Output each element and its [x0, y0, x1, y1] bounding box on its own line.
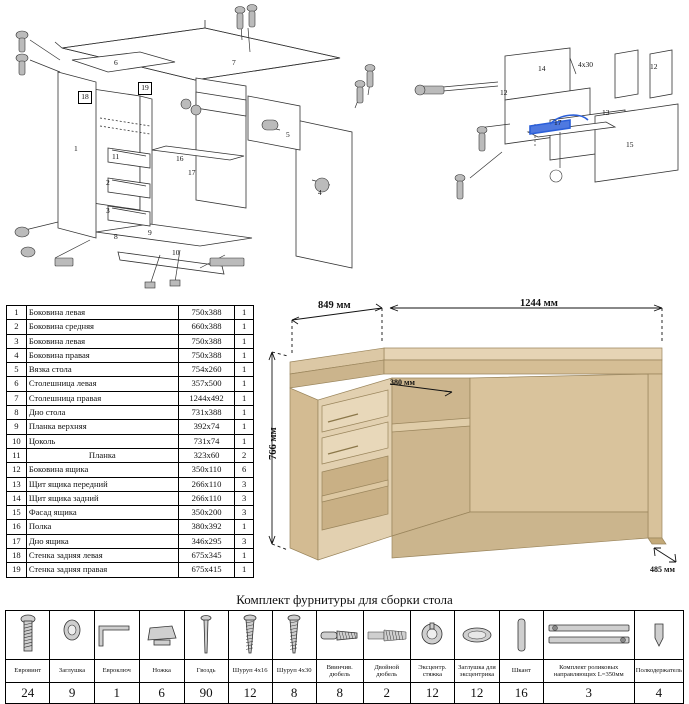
hardware-name: Двойной дюбель — [363, 660, 410, 683]
part-name: Столешница правая — [26, 391, 178, 405]
part-number: 6 — [7, 377, 27, 391]
dowel-icon — [499, 611, 543, 660]
nail-icon — [184, 611, 228, 660]
part-name: Полка — [26, 520, 178, 534]
part-name: Боковина правая — [26, 348, 178, 362]
table-row — [7, 320, 254, 334]
dim-width-left: 849 мм — [318, 300, 351, 311]
table-row — [7, 348, 254, 362]
callout-r14: 14 — [538, 64, 546, 73]
part-number: 4 — [7, 348, 27, 362]
part-number: 5 — [7, 363, 27, 377]
callout-r30: 4x30 — [578, 60, 593, 69]
part-number: 15 — [7, 506, 27, 520]
part-number: 12 — [7, 463, 27, 477]
part-qty: 3 — [235, 506, 254, 520]
hardware-name: Эксцентр. стяжка — [410, 660, 454, 683]
part-name: Дно стола — [26, 406, 178, 420]
callout-5: 5 — [286, 130, 290, 139]
part-name: Боковина средняя — [26, 320, 178, 334]
callout-r15: 15 — [626, 140, 634, 149]
part-name: Планка верхняя — [26, 420, 178, 434]
screw-in-dowel-icon — [316, 611, 363, 660]
part-name: Стенка задняя правая — [26, 563, 178, 577]
hardware-qty: 12 — [228, 683, 272, 704]
table-row — [7, 391, 254, 405]
part-size: 350x110 — [178, 463, 234, 477]
part-number: 13 — [7, 477, 27, 491]
hardware-qty: 3 — [543, 683, 634, 704]
table-row — [7, 491, 254, 505]
part-size: 266х110 — [178, 477, 234, 491]
callout-r17: 17 — [554, 118, 562, 127]
callout-16: 16 — [176, 154, 184, 163]
callout-6: 6 — [114, 58, 118, 67]
euro-key-icon — [94, 611, 139, 660]
cap-icon — [50, 611, 94, 660]
part-name: Боковина левая — [26, 334, 178, 348]
part-name: Боковина левая — [26, 306, 178, 320]
hardware-name: Евроключ — [94, 660, 139, 683]
callout-18: 18 — [78, 91, 92, 104]
part-number: 9 — [7, 420, 27, 434]
callout-r13: 13 — [602, 108, 610, 117]
callout-9: 9 — [148, 228, 152, 237]
part-size: 754x260 — [178, 363, 234, 377]
part-qty: 1 — [235, 377, 254, 391]
exploded-view-cabinet — [0, 0, 400, 300]
part-qty: 1 — [235, 520, 254, 534]
part-name: Вязка стола — [26, 363, 178, 377]
part-number: 18 — [7, 549, 27, 563]
hardware-table — [5, 610, 684, 704]
callout-11: 11 — [112, 152, 120, 161]
hardware-title: Комплект фурнитуры для сборки стола — [236, 592, 453, 607]
callout-2: 2 — [106, 178, 110, 187]
screw-icon — [228, 611, 272, 660]
table-row — [7, 306, 254, 320]
part-name: Дно ящика — [26, 534, 178, 548]
exploded-view-drawer — [410, 28, 689, 208]
part-size: 750x388 — [178, 306, 234, 320]
rail-set-icon — [543, 611, 634, 660]
part-size: 350x200 — [178, 506, 234, 520]
hardware-qty: 1 — [94, 683, 139, 704]
callout-1: 1 — [74, 144, 78, 153]
cam-lock-icon — [410, 611, 454, 660]
hardware-name: Гвоздь — [184, 660, 228, 683]
part-number: 2 — [7, 320, 27, 334]
hardware-name: Шкант — [499, 660, 543, 683]
part-size: 675x415 — [178, 563, 234, 577]
hardware-name: Ножка — [139, 660, 184, 683]
euro-screw-icon — [6, 611, 50, 660]
part-name: Щит ящика задний — [26, 491, 178, 505]
hardware-qty: 6 — [139, 683, 184, 704]
hardware-qty: 2 — [363, 683, 410, 704]
part-size: 675x345 — [178, 549, 234, 563]
part-size: 1244x492 — [178, 391, 234, 405]
hardware-name: Комплект роликовых направляющих L=350мм — [543, 660, 634, 683]
table-row — [7, 520, 254, 534]
part-qty: 6 — [235, 463, 254, 477]
part-qty: 1 — [235, 549, 254, 563]
hardware-name: Шуруп 4х16 — [228, 660, 272, 683]
table-row — [7, 434, 254, 448]
part-qty: 3 — [235, 477, 254, 491]
hardware-qty: 8 — [316, 683, 363, 704]
part-number: 14 — [7, 491, 27, 505]
part-size: 266х110 — [178, 491, 234, 505]
part-number: 19 — [7, 563, 27, 577]
part-size: 392x74 — [178, 420, 234, 434]
callout-7: 7 — [232, 58, 236, 67]
part-qty: 2 — [235, 448, 254, 462]
part-qty: 1 — [235, 563, 254, 577]
hardware-name: Заглушка для эксцентрика — [455, 660, 500, 683]
part-size: 380x392 — [178, 520, 234, 534]
dim-inner: 380 мм — [390, 378, 415, 387]
part-qty: 1 — [235, 363, 254, 377]
part-name: Планка — [26, 448, 178, 462]
hardware-qty: 8 — [272, 683, 316, 704]
part-number: 17 — [7, 534, 27, 548]
table-row — [7, 334, 254, 348]
part-size: 750x388 — [178, 348, 234, 362]
part-qty: 1 — [235, 348, 254, 362]
part-size: 731x388 — [178, 406, 234, 420]
part-number: 3 — [7, 334, 27, 348]
part-number: 7 — [7, 391, 27, 405]
part-number: 1 — [7, 306, 27, 320]
hardware-qty: 24 — [6, 683, 50, 704]
part-name: Боковина ящика — [26, 463, 178, 477]
part-name: Фасад ящика — [26, 506, 178, 520]
dim-depth: 485 мм — [650, 565, 675, 574]
callout-19: 19 — [138, 82, 152, 95]
callout-4: 4 — [318, 188, 322, 197]
part-qty: 1 — [235, 306, 254, 320]
part-size: 323x60 — [178, 448, 234, 462]
part-qty: 1 — [235, 406, 254, 420]
hardware-qty: 16 — [499, 683, 543, 704]
part-size: 346x295 — [178, 534, 234, 548]
hardware-qty: 12 — [410, 683, 454, 704]
part-name: Стенка задняя левая — [26, 549, 178, 563]
callout-10: 10 — [172, 248, 180, 257]
desk-3d-view — [262, 300, 686, 590]
part-name: Щит ящика передний — [26, 477, 178, 491]
part-qty: 1 — [235, 320, 254, 334]
hardware-qty: 9 — [50, 683, 94, 704]
hardware-qty: 90 — [184, 683, 228, 704]
table-row — [7, 534, 254, 548]
part-number: 16 — [7, 520, 27, 534]
callout-r12a: 12 — [500, 88, 508, 97]
screw-icon — [272, 611, 316, 660]
table-row — [7, 506, 254, 520]
shelf-support-icon — [634, 611, 683, 660]
part-name: Столешница левая — [26, 377, 178, 391]
part-size: 750x388 — [178, 334, 234, 348]
callout-17: 17 — [188, 168, 196, 177]
double-dowel-icon — [363, 611, 410, 660]
part-qty: 1 — [235, 334, 254, 348]
hardware-name: Евровинт — [6, 660, 50, 683]
cam-cap-icon — [455, 611, 500, 660]
part-qty: 1 — [235, 391, 254, 405]
hardware-name: Шуруп 4х30 — [272, 660, 316, 683]
part-number: 11 — [7, 448, 27, 462]
callout-r12b: 12 — [650, 62, 658, 71]
part-qty: 3 — [235, 534, 254, 548]
part-name: Цоколь — [26, 434, 178, 448]
table-row — [7, 549, 254, 563]
table-row — [7, 463, 254, 477]
table-row — [7, 363, 254, 377]
hardware-name: Ввинчив. дюбель — [316, 660, 363, 683]
hardware-qty: 12 — [455, 683, 500, 704]
callout-3: 3 — [106, 206, 110, 215]
dim-width-right: 1244 мм — [520, 298, 558, 309]
table-row — [7, 420, 254, 434]
part-size: 357x500 — [178, 377, 234, 391]
hardware-qty: 4 — [634, 683, 683, 704]
table-row — [7, 563, 254, 577]
parts-table — [6, 305, 254, 578]
table-row — [7, 377, 254, 391]
table-row — [7, 477, 254, 491]
hardware-name: Полкодержатель — [634, 660, 683, 683]
table-row — [7, 448, 254, 462]
part-size: 731x74 — [178, 434, 234, 448]
table-row — [7, 406, 254, 420]
part-size: 660x388 — [178, 320, 234, 334]
callout-8: 8 — [114, 232, 118, 241]
dim-height: 766 мм — [268, 427, 279, 460]
part-qty: 3 — [235, 491, 254, 505]
part-number: 10 — [7, 434, 27, 448]
leg-icon — [139, 611, 184, 660]
part-qty: 1 — [235, 434, 254, 448]
part-number: 8 — [7, 406, 27, 420]
part-qty: 1 — [235, 420, 254, 434]
hardware-name: Заглушка — [50, 660, 94, 683]
